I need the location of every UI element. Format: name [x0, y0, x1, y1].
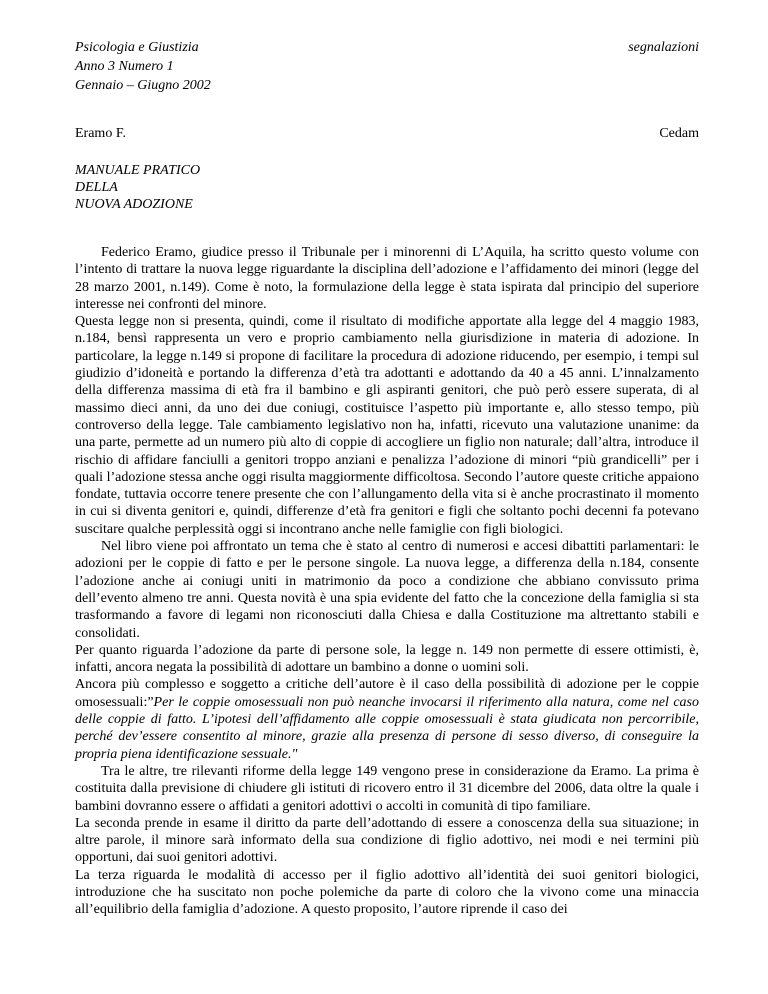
paragraph: Nel libro viene poi affrontato un tema che è stato al centro di numerosi e accesi dibattiti parlamentari: le adozioni per le coppie di fatto e per le persone singole. La nuova legge, a differenza della n.184, consente l’adozione anche ai coniugi uniti in matrimonio da poco a condizione che abbiano convissuto prima dell’evento almeno tre anni. Questa novità è una spia evidente del fatto che la concezione della famiglia si sta trasformando a favore di legami non riconosciuti dalla Chiesa e dalla Costituzione ma altrettanto stabili e consolidati.	[75, 539, 699, 641]
section-label: segnalazioni	[628, 40, 699, 55]
book-title-line: MANUALE PRATICO	[75, 163, 201, 178]
paragraph: Federico Eramo, giudice presso il Tribunale per i minorenni di L’Aquila, ha scritto questo volume con l’intento di trattare la nuova legge riguardante la disciplina dell’adozione e l’affidamento dei minori (legge del 28 marzo 2001, n.149). Come è noto, la formulazione della legge è stata ispirata dal principio del superiore interesse nei confronti del minore.	[75, 245, 699, 312]
paragraph: La seconda prende in esame il diritto da parte dell’adottando di essere a conoscenza della sua situazione; in altre parole, il minore sarà informato della sua condizione di figlio adottivo, nei modi e nei termini più opportuni, dai suoi genitori adottivi.	[75, 815, 699, 866]
journal-header	[75, 38, 699, 95]
paragraph: Tra le altre, tre rilevanti riforme della legge 149 vengono prese in considerazione da Eramo. La prima è costituita dalla previsione di chiudere gli istituti di ricovero entro il 31 dicembre del 2006, data oltre la quale i bambini dovranno essere o affidati a genitori adottivi o accolti in comunità di tipo familiare.	[75, 763, 699, 814]
book-title-line: NUOVA ADOZIONE	[75, 197, 193, 212]
book-title	[75, 162, 699, 213]
paragraph-lead: Ancora più complesso e soggetto a critiche dell’autore è il caso della possibilità di adozione per le coppie omosessuali:”	[75, 677, 699, 710]
book-author: Eramo F.	[75, 126, 126, 141]
journal-name: Psicologia e Giustizia	[75, 40, 199, 55]
quoted-passage: Per le coppie omosessuali non può neanche invocarsi il riferimento alla natura, come nel caso delle coppie di fatto. L’ipotesi dell’affidamento alle coppie omosessuali è stata giudicata non percorribile, perché dev’essere consentito al minore, grazie alla presenza di persone di sesso diverso, di conseguire la propria piena identificazione sessuale."	[75, 694, 699, 762]
review-body	[75, 244, 699, 919]
document-page	[75, 38, 699, 919]
paragraph: La terza riguarda le modalità di accesso per il figlio adottivo all’identità dei suoi genitori biologici, introduzione che ha suscitato non poche polemiche da parte di coloro che la vivono come una minaccia all’equilibrio della famiglia d’adozione. A questo proposito, l’autore riprende il caso dei	[75, 867, 699, 918]
journal-period: Gennaio – Giugno 2002	[75, 78, 211, 93]
journal-issue: Anno 3 Numero 1	[75, 59, 174, 74]
book-title-line: DELLA	[75, 180, 118, 195]
book-author-row	[75, 124, 699, 143]
paragraph	[75, 676, 699, 762]
book-publisher: Cedam	[659, 126, 699, 141]
paragraph: Questa legge non si presenta, quindi, come il risultato di modifiche apportate alla legge del 4 maggio 1983, n.184, bensì rappresenta un vero e proprio cambiamento nella giurisdizione in materia di adozione. In particolare, la legge n.149 si propone di facilitare la procedura di adozione riducendo, per esempio, i tempi sul giudizio d’idoneità e portando la differenza d’età tra adottanti e adottando da 40 a 45 anni. L’innalzamento della differenza massima di età fra il bambino e gli aspiranti genitori, che può però essere superata, di al massimo dieci anni, da uno dei due coniugi, costituisce l’aspetto più importante e, allo stesso tempo, più controverso della legge. Tale cambiamento legislativo non ha, infatti, ricevuto una valutazione unanime: da una parte, permette ad un numero più alto di coppie di accogliere un figlio non naturale; dall’altra, introduce il rischio di affidare fanciulli a genitori troppo anziani e penalizza l’adozione di minori “più grandicelli” per i quali l’adozione stessa anche oggi risulta maggiormente difficoltosa. Secondo l’autore queste critiche appaiono fondate, tuttavia occorre tenere presente che con l’allungamento della vita si è anche procrastinato il momento in cui si diventa genitori e, quindi, differenze d’età fra genitori e figli che soltanto pochi decenni fa potevano suscitare qualche perplessità oggi si incontrano anche nelle famiglie con figli biologici.	[75, 314, 699, 537]
paragraph: Per quanto riguarda l’adozione da parte di persone sole, la legge n. 149 non permette di essere ottimisti, è, infatti, ancora negata la possibilità di adottare un bambino a donne o uomini soli.	[75, 642, 699, 676]
